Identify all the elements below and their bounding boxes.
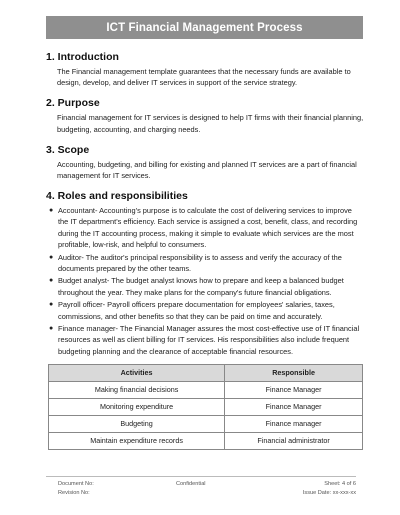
list-item-text: Accountant- Accounting's purpose is to calculate the cost of delivering services to improve the IT department's efficiency. Each service is assigned a cost, benefit, class, and recording during the IT accounting process, making it simple to evaluate which services are the most profitable, low-risk, and helpful to consumers.	[58, 206, 358, 249]
list-item-text: Payroll officer- Payroll officers prepare documentation for employees' salaries, taxes, commissions, and other benefits so that they can be paid on time and accurately.	[58, 300, 335, 321]
table-row	[49, 398, 363, 415]
section-heading: 2. Purpose	[46, 97, 100, 110]
section-text: The Financial management template guarantees that the necessary funds are available to design, develop, and deliver IT services in support of the service strategy.	[57, 67, 351, 88]
table-row	[49, 381, 363, 398]
section-roles	[46, 190, 364, 450]
issue-date: Issue Date: xx-xxx-xx	[302, 489, 356, 496]
section-text: Financial management for IT services is designed to help IT firms with their financial planning, budgeting, accounting, and charging needs.	[57, 113, 364, 134]
list-item	[46, 205, 364, 250]
table-cell: Finance Manager	[225, 381, 363, 398]
responsibility-table	[48, 364, 363, 450]
document-number-label: Document No:	[58, 481, 94, 487]
document-body	[46, 51, 364, 459]
footer-divider	[46, 476, 356, 477]
section-purpose	[46, 97, 364, 134]
table-cell: Finance Manager	[225, 398, 363, 415]
sheet-number: Sheet: 4 of 6	[324, 481, 356, 487]
bullet-icon: ●	[49, 277, 54, 285]
roles-list	[46, 205, 364, 357]
footer-right	[303, 480, 356, 497]
bullet-icon: ●	[49, 325, 54, 333]
document-title: ICT Financial Management Process	[46, 16, 363, 39]
table-cell: Financial administrator	[225, 432, 363, 449]
bullet-icon: ●	[49, 253, 54, 261]
list-item	[46, 299, 364, 321]
list-item	[46, 323, 364, 357]
section-introduction	[46, 51, 364, 88]
list-item-text: Auditor- The auditor's principal responsibility is to assess and verify the accuracy of the documents prepared by the other teams.	[58, 252, 342, 273]
section-heading: 4. Roles and responsibilities	[46, 190, 188, 203]
list-item-text: Finance manager- The Financial Manager assures the most cost-effective use of IT financial resources as well as client billing for IT services. His responsibilities also include frequent budgeting planning and the clearance of acceptable financial resources.	[58, 324, 360, 356]
table-row	[49, 415, 363, 432]
column-header-responsible: Responsible	[225, 364, 363, 381]
list-item-text: Budget analyst- The budget analyst knows how to prepare and keep a balanced budget throughout the year. They make plans for the company's future financial obligations.	[58, 276, 344, 297]
table-cell: Maintain expenditure records	[49, 432, 225, 449]
table-row	[49, 432, 363, 449]
revision-number-label: Revision No:	[58, 489, 90, 496]
bullet-icon: ●	[49, 301, 54, 309]
section-heading: 3. Scope	[46, 143, 90, 156]
confidential-label: Confidential	[176, 481, 206, 487]
table-cell: Monitoring expenditure	[49, 398, 225, 415]
section-heading: 1. Introduction	[46, 51, 119, 63]
column-header-activities: Activities	[49, 364, 225, 381]
table-cell: Budgeting	[49, 415, 225, 432]
table-cell: Making financial decisions	[49, 381, 225, 398]
list-item	[46, 252, 364, 274]
table-cell: Finance manager	[225, 415, 363, 432]
bullet-icon: ●	[49, 207, 54, 215]
section-scope	[46, 144, 364, 181]
section-text: Accounting, budgeting, and billing for existing and planned IT services are a part of financial management for IT services.	[57, 159, 357, 181]
table-header-row	[49, 364, 363, 381]
list-item	[46, 275, 364, 297]
footer-left	[58, 480, 94, 497]
